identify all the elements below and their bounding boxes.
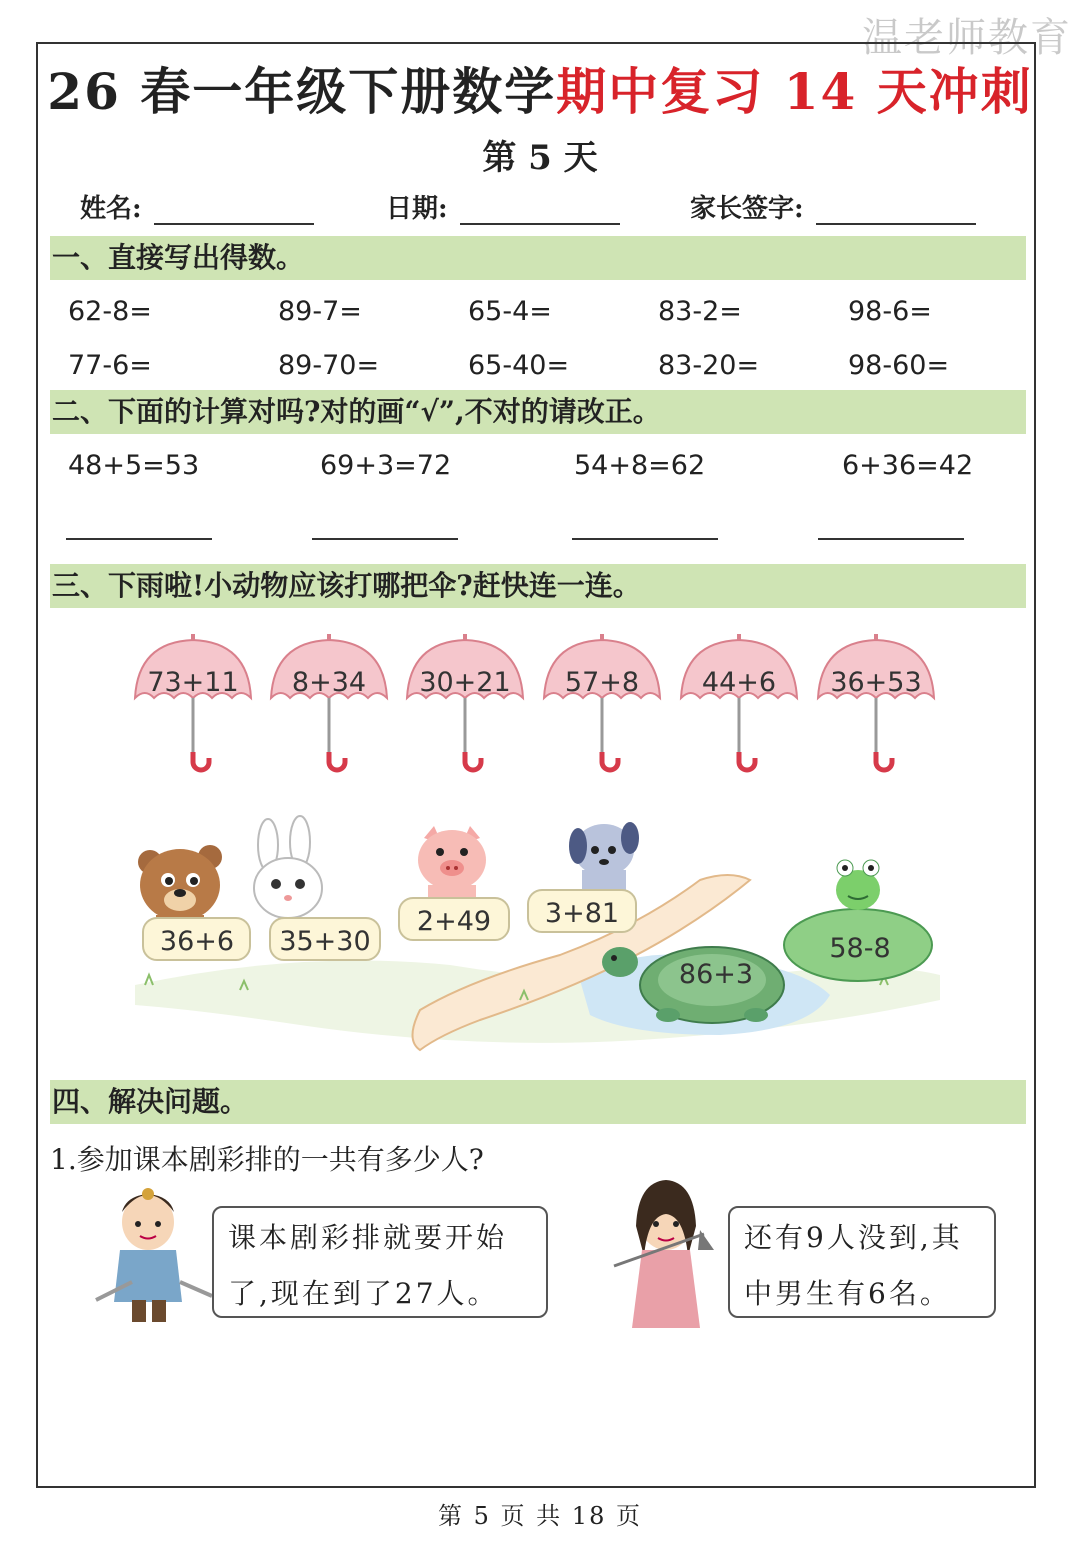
day-label: 第 5 天 [482, 138, 598, 178]
s1-expr: 65-40= [468, 350, 570, 381]
question-1: 1.参加课本剧彩排的一共有多少人? [50, 1143, 484, 1176]
date-label: 日期: [386, 194, 448, 224]
bear-card[interactable] [143, 918, 250, 960]
s1-expr: 98-60= [848, 350, 950, 381]
umbrella-44-6[interactable] [681, 634, 797, 770]
section-2-header: 二、下面的计算对吗?对的画“√”,不对的请改正。 [50, 390, 1026, 434]
s2-expr: 69+3=72 [320, 450, 452, 481]
s1-expr: 65-4= [468, 296, 552, 327]
parent-sign-label: 家长签字: [690, 194, 804, 224]
girl-character-illustration [614, 1180, 714, 1328]
rabbit-illustration [254, 816, 322, 918]
bubble1-line1: 课本剧彩排就要开始 [228, 1221, 508, 1254]
pig-illustration [418, 826, 486, 899]
umbrella-73-11[interactable] [135, 634, 251, 770]
watermark: 温老师教育 [862, 15, 1072, 61]
bubble1-line2: 了,现在到了27人。 [228, 1277, 499, 1310]
umbrella-label: 30+21 [419, 667, 511, 698]
umbrella-label: 36+53 [830, 667, 922, 698]
name-label: 姓名: [80, 194, 142, 224]
s2-expr: 54+8=62 [574, 450, 706, 481]
pig-expr: 2+49 [416, 906, 492, 937]
turtle-expr: 86+3 [678, 959, 754, 990]
section-3-header: 三、下雨啦!小动物应该打哪把伞?赶快连一连。 [50, 564, 1026, 608]
title-part1: 26 春一年级下册数学 [47, 62, 557, 121]
s2-expr: 6+36=42 [842, 450, 974, 481]
s1-expr: 89-70= [278, 350, 380, 381]
boy-character-illustration [96, 1188, 212, 1322]
s1-expr: 89-7= [278, 296, 362, 327]
pig-card[interactable] [399, 898, 509, 940]
dog-illustration [569, 822, 639, 890]
rabbit-expr: 35+30 [279, 926, 371, 957]
umbrella-36-53[interactable] [818, 634, 934, 770]
rabbit-card[interactable] [270, 918, 380, 960]
s1-expr: 98-6= [848, 296, 932, 327]
s1-expr: 83-2= [658, 296, 742, 327]
frog-illustration[interactable] [784, 860, 932, 981]
umbrella-57-8[interactable] [544, 634, 660, 770]
page-footer: 第 5 页 共 18 页 [438, 1502, 642, 1530]
umbrella-8-34[interactable] [271, 634, 387, 770]
s1-expr: 83-20= [658, 350, 760, 381]
umbrella-label: 44+6 [701, 667, 777, 698]
bear-expr: 36+6 [159, 926, 235, 957]
bubble2-line2: 中男生有6名。 [744, 1277, 951, 1310]
s1-expr: 77-6= [68, 350, 152, 381]
bubble2-line1: 还有9人没到,其 [744, 1221, 963, 1254]
umbrella-label: 57+8 [564, 667, 640, 698]
umbrella-label: 73+11 [147, 667, 239, 698]
speech-bubble-boy [212, 1206, 548, 1318]
speech-bubble-girl [728, 1206, 996, 1318]
section-1-header: 一、直接写出得数。 [50, 236, 1026, 280]
dog-expr: 3+81 [544, 898, 620, 929]
title-part2: 期中复习 14 天冲刺 [556, 62, 1033, 121]
section-4-header: 四、解决问题。 [50, 1080, 1026, 1124]
s1-expr: 62-8= [68, 296, 152, 327]
umbrella-30-21[interactable] [407, 634, 523, 770]
umbrella-label: 8+34 [291, 667, 367, 698]
frog-expr: 58-8 [829, 933, 891, 964]
s2-expr: 48+5=53 [68, 450, 200, 481]
dog-card[interactable] [528, 890, 636, 932]
